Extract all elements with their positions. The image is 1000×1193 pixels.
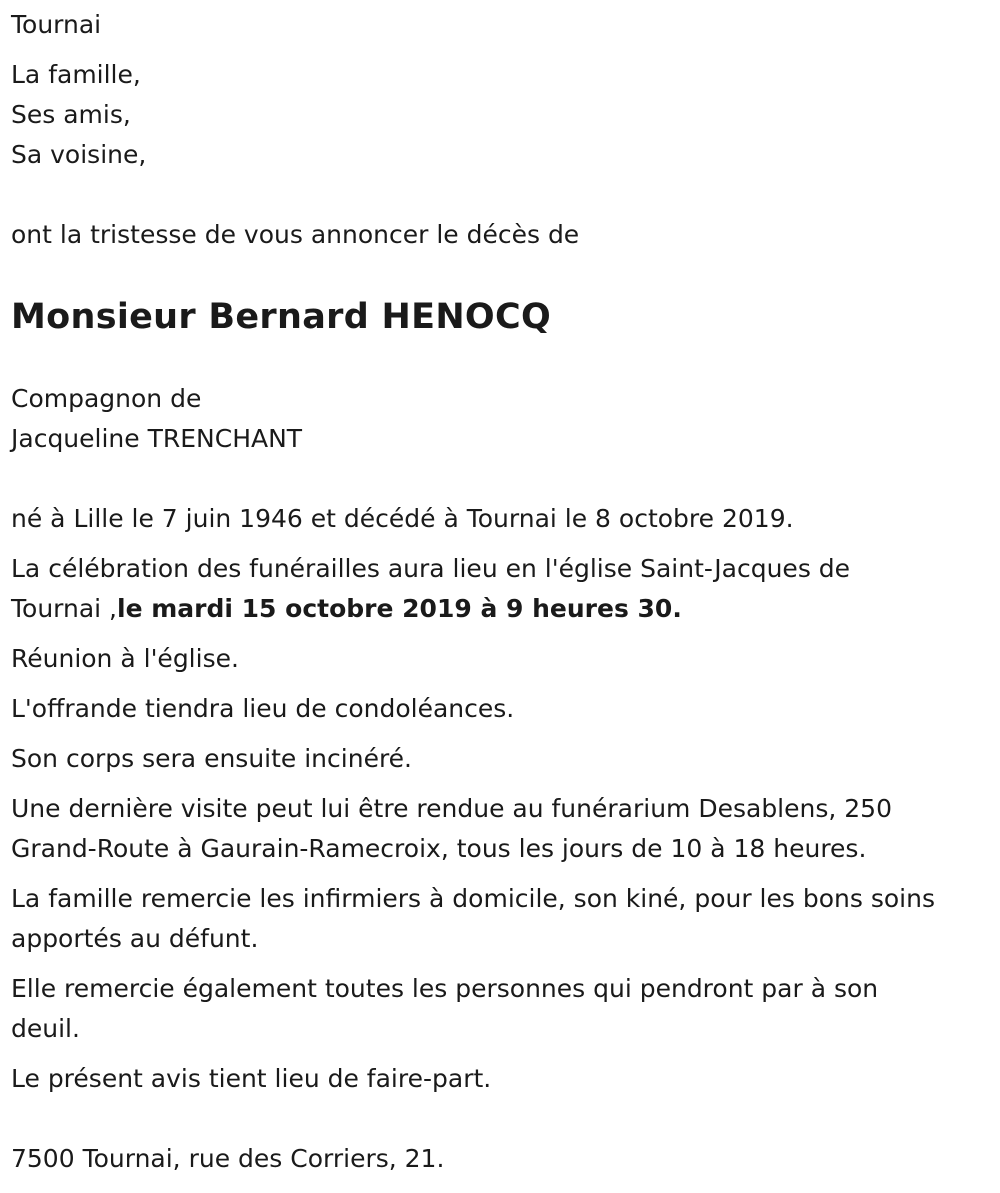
thanks-line: apportés au défunt.: [11, 924, 259, 953]
neighbor-line: Sa voisine,: [11, 140, 147, 169]
visit-paragraph: [11, 789, 1000, 869]
announcement-text: ont la tristesse de vous annoncer le décès de: [11, 220, 580, 249]
spacer: [11, 729, 1000, 739]
spacer: [11, 679, 1000, 689]
spacer: [11, 175, 1000, 215]
ceremony-paragraph: [11, 549, 1000, 629]
companion-name: Jacqueline TRENCHANT: [11, 424, 303, 453]
spacer: [11, 459, 1000, 499]
companion-label: Compagnon de: [11, 384, 202, 413]
ceremony-place-suffix: Tournai ,: [11, 594, 118, 623]
spacer: [11, 779, 1000, 789]
spacer: [11, 1099, 1000, 1139]
spacer: [11, 869, 1000, 879]
location-heading: Tournai: [11, 10, 102, 39]
spacer: [11, 959, 1000, 969]
thanks-paragraph: [11, 879, 1000, 959]
deceased-name: Monsieur Bernard HENOCQ: [11, 297, 552, 337]
thanks-line: La famille remercie les infirmiers à domicile, son kiné, pour les bons soins: [11, 884, 935, 913]
ceremony-date-line: [11, 589, 1000, 629]
spacer: [11, 629, 1000, 639]
spacer: [11, 339, 1000, 379]
address-text: 7500 Tournai, rue des Corriers, 21.: [11, 1144, 445, 1173]
notice-statement: Le présent avis tient lieu de faire-part.: [11, 1064, 492, 1093]
thanks-all-paragraph: [11, 969, 1000, 1049]
spacer: [11, 1049, 1000, 1059]
birth-death-text: né à Lille le 7 juin 1946 et décédé à Tournai le 8 octobre 2019.: [11, 504, 794, 533]
ceremony-line: La célébration des funérailles aura lieu en l'église Saint-Jacques de: [11, 554, 851, 583]
visit-line: Grand-Route à Gaurain-Ramecroix, tous les jours de 10 à 18 heures.: [11, 834, 867, 863]
visit-line: Une dernière visite peut lui être rendue au funérarium Desablens, 250: [11, 794, 892, 823]
spacer: [11, 45, 1000, 55]
spacer: [11, 539, 1000, 549]
meeting-text: Réunion à l'église.: [11, 644, 239, 673]
spacer: [11, 255, 1000, 295]
ceremony-date: le mardi 15 octobre 2019 à 9 heures 30.: [117, 594, 682, 623]
thanks-all-line: Elle remercie également toutes les personnes qui pendront par à son: [11, 974, 879, 1003]
family-line: La famille,: [11, 60, 141, 89]
cremation-text: Son corps sera ensuite incinéré.: [11, 744, 413, 773]
thanks-all-line: deuil.: [11, 1014, 80, 1043]
offering-text: L'offrande tiendra lieu de condoléances.: [11, 694, 515, 723]
friends-line: Ses amis,: [11, 100, 131, 129]
